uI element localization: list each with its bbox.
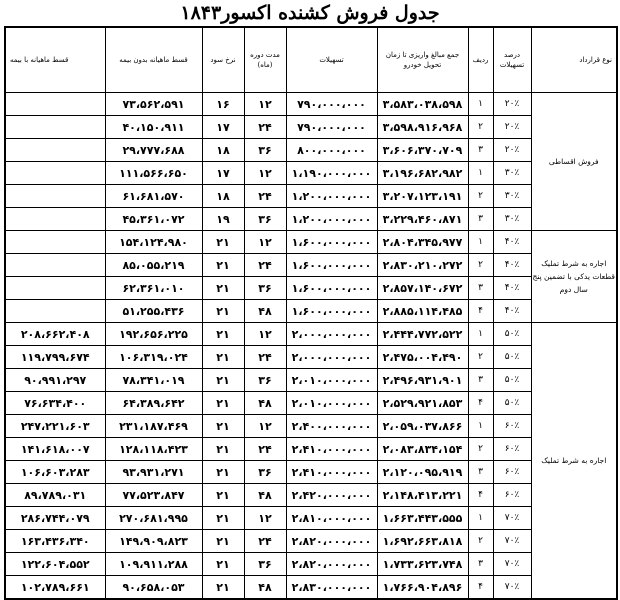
installment-with-insurance-cell: ۸۹،۷۸۹،۰۳۱ (5, 484, 105, 507)
percent-cell: ۶۰٪ (493, 438, 531, 461)
installment-with-insurance-cell: ۱۰۶،۶۰۳،۲۸۳ (5, 461, 105, 484)
table-row (5, 484, 617, 507)
percent-cell: ۷۰٪ (493, 553, 531, 576)
period-cell: ۱۲ (244, 231, 286, 254)
row-number-cell: ۲ (468, 346, 493, 369)
installment-no-insurance-cell: ۲۹،۷۷۷،۶۸۸ (105, 139, 202, 162)
installment-with-insurance-cell: ۹۰،۹۹۱،۲۹۷ (5, 369, 105, 392)
table-row (5, 185, 617, 208)
percent-cell: ۵۰٪ (493, 346, 531, 369)
rate-cell: ۲۱ (202, 530, 244, 553)
percent-cell: ۴۰٪ (493, 231, 531, 254)
percent-cell: ۴۰٪ (493, 254, 531, 277)
total-paid-cell: ۲،۸۵۷،۱۴۰،۶۷۲ (377, 277, 468, 300)
period-cell: ۱۲ (244, 93, 286, 116)
total-paid-cell: ۲،۱۲۰،۰۹۵،۹۱۹ (377, 461, 468, 484)
table-row (5, 369, 617, 392)
rate-cell: ۱۸ (202, 185, 244, 208)
percent-cell: ۳۰٪ (493, 162, 531, 185)
row-number-cell: ۲ (468, 116, 493, 139)
facility-cell: ۲،۰۰۰،۰۰۰،۰۰۰ (286, 323, 377, 346)
facility-cell: ۲،۸۲۰،۰۰۰،۰۰۰ (286, 530, 377, 553)
table-row (5, 139, 617, 162)
installment-with-insurance-cell: ۱۰۲،۷۸۹،۶۶۱ (5, 576, 105, 600)
installment-with-insurance-cell (5, 277, 105, 300)
rate-cell: ۲۱ (202, 369, 244, 392)
installment-with-insurance-cell (5, 93, 105, 116)
percent-cell: ۲۰٪ (493, 139, 531, 162)
installment-no-insurance-cell: ۱۴۹،۹۰۹،۸۲۳ (105, 530, 202, 553)
facility-cell: ۷۹۰،۰۰۰،۰۰۰ (286, 116, 377, 139)
facility-cell: ۱،۶۰۰،۰۰۰،۰۰۰ (286, 231, 377, 254)
total-paid-cell: ۳،۶۰۶،۳۷۰،۷۰۹ (377, 139, 468, 162)
installment-no-insurance-cell: ۹۳،۹۳۱،۲۷۱ (105, 461, 202, 484)
table-row (5, 300, 617, 323)
facility-cell: ۱،۲۰۰،۰۰۰،۰۰۰ (286, 185, 377, 208)
total-paid-cell: ۳،۱۹۶،۶۸۲،۹۸۲ (377, 162, 468, 185)
header-row-number: ردیف (468, 27, 493, 93)
table-row (5, 116, 617, 139)
facility-cell: ۲،۴۲۰،۰۰۰،۰۰۰ (286, 484, 377, 507)
installment-with-insurance-cell (5, 116, 105, 139)
header-row (5, 27, 617, 93)
installment-with-insurance-cell (5, 139, 105, 162)
table-row (5, 415, 617, 438)
period-cell: ۴۸ (244, 484, 286, 507)
facility-cell: ۲،۰۱۰،۰۰۰،۰۰۰ (286, 369, 377, 392)
facility-cell: ۲،۰۰۰،۰۰۰،۰۰۰ (286, 346, 377, 369)
total-paid-cell: ۳،۵۸۳،۰۳۸،۵۹۸ (377, 93, 468, 116)
facility-cell: ۲،۰۱۰،۰۰۰،۰۰۰ (286, 392, 377, 415)
period-cell: ۲۴ (244, 530, 286, 553)
percent-cell: ۳۰٪ (493, 185, 531, 208)
total-paid-cell: ۲،۰۸۳،۸۳۴،۱۵۴ (377, 438, 468, 461)
installment-with-insurance-cell (5, 254, 105, 277)
total-paid-cell: ۲،۰۵۹،۰۳۷،۸۶۶ (377, 415, 468, 438)
rate-cell: ۲۱ (202, 484, 244, 507)
row-number-cell: ۱ (468, 231, 493, 254)
row-number-cell: ۲ (468, 530, 493, 553)
row-number-cell: ۱ (468, 93, 493, 116)
installment-no-insurance-cell: ۸۵،۰۵۵،۲۱۹ (105, 254, 202, 277)
page-title: جدول فروش کشنده اکسور۱۸۴۳ (180, 2, 440, 24)
row-number-cell: ۴ (468, 392, 493, 415)
header-installment-with-insurance: قسط ماهیانه با بیمه (5, 27, 105, 93)
installment-with-insurance-cell: ۱۴۱،۶۱۸،۰۰۷ (5, 438, 105, 461)
table-row (5, 507, 617, 530)
header-rate: نرخ سود (202, 27, 244, 93)
table-body (5, 93, 617, 600)
percent-cell: ۵۰٪ (493, 369, 531, 392)
rate-cell: ۲۱ (202, 346, 244, 369)
installment-with-insurance-cell (5, 162, 105, 185)
installment-with-insurance-cell: ۲۰۸،۶۶۲،۴۰۸ (5, 323, 105, 346)
installment-no-insurance-cell: ۹۰،۶۵۸،۰۵۳ (105, 576, 202, 600)
table-row (5, 93, 617, 116)
table-row (5, 231, 617, 254)
table-row (5, 254, 617, 277)
rate-cell: ۲۱ (202, 300, 244, 323)
row-number-cell: ۳ (468, 461, 493, 484)
period-cell: ۴۸ (244, 576, 286, 600)
row-number-cell: ۳ (468, 208, 493, 231)
period-cell: ۱۲ (244, 507, 286, 530)
facility-cell: ۱،۲۰۰،۰۰۰،۰۰۰ (286, 208, 377, 231)
header-period: مدت دوره (ماه) (244, 27, 286, 93)
total-paid-cell: ۲،۴۴۴،۷۷۲،۵۲۲ (377, 323, 468, 346)
row-number-cell: ۳ (468, 369, 493, 392)
percent-cell: ۷۰٪ (493, 507, 531, 530)
period-cell: ۴۸ (244, 300, 286, 323)
rate-cell: ۲۱ (202, 507, 244, 530)
installment-no-insurance-cell: ۶۴،۳۸۹،۶۴۲ (105, 392, 202, 415)
percent-cell: ۶۰٪ (493, 484, 531, 507)
period-cell: ۱۲ (244, 162, 286, 185)
rate-cell: ۱۹ (202, 208, 244, 231)
installment-no-insurance-cell: ۱۵۴،۱۲۴،۹۸۰ (105, 231, 202, 254)
total-paid-cell: ۲،۸۰۴،۳۴۵،۹۷۷ (377, 231, 468, 254)
row-number-cell: ۱ (468, 507, 493, 530)
period-cell: ۳۶ (244, 461, 286, 484)
row-number-cell: ۱ (468, 323, 493, 346)
total-paid-cell: ۱،۷۳۳،۶۲۳،۷۴۸ (377, 553, 468, 576)
installment-with-insurance-cell: ۲۴۷،۲۲۱،۶۰۳ (5, 415, 105, 438)
period-cell: ۳۶ (244, 277, 286, 300)
installment-no-insurance-cell: ۷۸،۳۴۱،۰۱۹ (105, 369, 202, 392)
facility-cell: ۱،۶۰۰،۰۰۰،۰۰۰ (286, 277, 377, 300)
contract-type-cell: فروش اقساطی (531, 93, 617, 231)
installment-no-insurance-cell: ۵۱،۲۵۵،۴۳۶ (105, 300, 202, 323)
installment-no-insurance-cell: ۱۲۸،۱۱۸،۴۲۳ (105, 438, 202, 461)
facility-cell: ۲،۴۱۰،۰۰۰،۰۰۰ (286, 438, 377, 461)
header-facilities: تسهیلات (286, 27, 377, 93)
table-row (5, 553, 617, 576)
facility-cell: ۲،۴۱۰،۰۰۰،۰۰۰ (286, 461, 377, 484)
installment-no-insurance-cell: ۴۵،۳۶۱،۰۷۲ (105, 208, 202, 231)
percent-cell: ۳۰٪ (493, 208, 531, 231)
row-number-cell: ۲ (468, 438, 493, 461)
period-cell: ۳۶ (244, 369, 286, 392)
period-cell: ۳۶ (244, 553, 286, 576)
header-total-paid: جمع مبالغ واریزی تا زمان تحویل خودرو (377, 27, 468, 93)
total-paid-cell: ۲،۵۲۹،۹۲۱،۸۵۳ (377, 392, 468, 415)
table-row (5, 576, 617, 600)
period-cell: ۳۶ (244, 208, 286, 231)
rate-cell: ۲۱ (202, 415, 244, 438)
percent-cell: ۲۰٪ (493, 116, 531, 139)
table-row (5, 277, 617, 300)
facility-cell: ۱،۶۰۰،۰۰۰،۰۰۰ (286, 300, 377, 323)
installment-with-insurance-cell: ۱۱۹،۷۹۹،۶۷۴ (5, 346, 105, 369)
period-cell: ۳۶ (244, 139, 286, 162)
table-row (5, 323, 617, 346)
facility-cell: ۲،۸۳۰،۰۰۰،۰۰۰ (286, 576, 377, 600)
percent-cell: ۷۰٪ (493, 576, 531, 600)
period-cell: ۲۴ (244, 185, 286, 208)
facility-cell: ۸۰۰،۰۰۰،۰۰۰ (286, 139, 377, 162)
table-row (5, 530, 617, 553)
table-row (5, 208, 617, 231)
installment-no-insurance-cell: ۷۷،۵۲۳،۸۴۷ (105, 484, 202, 507)
table-row (5, 346, 617, 369)
period-cell: ۱۲ (244, 415, 286, 438)
table-row (5, 438, 617, 461)
row-number-cell: ۱ (468, 415, 493, 438)
contract-type-cell: اجاره به شرط تملیک قطعات یدکی با تضمین پنج سال دوم (531, 231, 617, 323)
total-paid-cell: ۱،۶۹۲،۶۶۳،۸۱۸ (377, 530, 468, 553)
facility-cell: ۲،۸۱۰،۰۰۰،۰۰۰ (286, 507, 377, 530)
installment-no-insurance-cell: ۱۰۶،۳۱۹،۰۲۴ (105, 346, 202, 369)
rate-cell: ۲۱ (202, 576, 244, 600)
table-row (5, 461, 617, 484)
installment-no-insurance-cell: ۲۷۰،۶۸۱،۹۹۵ (105, 507, 202, 530)
rate-cell: ۲۱ (202, 438, 244, 461)
rate-cell: ۱۸ (202, 139, 244, 162)
total-paid-cell: ۲،۸۸۵،۱۱۴،۴۸۵ (377, 300, 468, 323)
period-cell: ۲۴ (244, 116, 286, 139)
percent-cell: ۵۰٪ (493, 323, 531, 346)
percent-cell: ۶۰٪ (493, 415, 531, 438)
total-paid-cell: ۲،۱۴۸،۴۱۳،۲۲۱ (377, 484, 468, 507)
row-number-cell: ۴ (468, 576, 493, 600)
rate-cell: ۲۱ (202, 323, 244, 346)
header-installment-no-insurance: قسط ماهیانه بدون بیمه (105, 27, 202, 93)
facility-cell: ۲،۸۲۰،۰۰۰،۰۰۰ (286, 553, 377, 576)
rate-cell: ۱۷ (202, 116, 244, 139)
row-number-cell: ۴ (468, 300, 493, 323)
facility-cell: ۱،۶۰۰،۰۰۰،۰۰۰ (286, 254, 377, 277)
installment-no-insurance-cell: ۶۱،۶۸۱،۵۷۰ (105, 185, 202, 208)
installment-with-insurance-cell: ۱۶۳،۴۳۶،۳۴۰ (5, 530, 105, 553)
installment-with-insurance-cell (5, 208, 105, 231)
installment-with-insurance-cell: ۱۲۲،۶۰۴،۵۵۲ (5, 553, 105, 576)
table-row (5, 392, 617, 415)
installment-no-insurance-cell: ۱۹۲،۶۵۶،۲۲۵ (105, 323, 202, 346)
total-paid-cell: ۲،۸۳۰،۲۱۰،۲۷۲ (377, 254, 468, 277)
total-paid-cell: ۳،۵۹۸،۹۱۶،۹۶۸ (377, 116, 468, 139)
row-number-cell: ۲ (468, 254, 493, 277)
total-paid-cell: ۳،۲۲۹،۴۶۰،۸۷۱ (377, 208, 468, 231)
rate-cell: ۲۱ (202, 231, 244, 254)
total-paid-cell: ۱،۷۶۶،۹۰۴،۸۹۶ (377, 576, 468, 600)
contract-type-cell: اجاره به شرط تملیک (531, 323, 617, 600)
installment-no-insurance-cell: ۴۰،۱۵۰،۹۱۱ (105, 116, 202, 139)
rate-cell: ۱۷ (202, 162, 244, 185)
percent-cell: ۵۰٪ (493, 392, 531, 415)
installment-no-insurance-cell: ۶۲،۳۶۱،۰۱۰ (105, 277, 202, 300)
installment-with-insurance-cell (5, 300, 105, 323)
percent-cell: ۶۰٪ (493, 461, 531, 484)
period-cell: ۴۸ (244, 392, 286, 415)
facility-cell: ۱،۱۹۰،۰۰۰،۰۰۰ (286, 162, 377, 185)
period-cell: ۲۴ (244, 438, 286, 461)
period-cell: ۲۴ (244, 254, 286, 277)
total-paid-cell: ۲،۴۷۵،۰۰۴،۴۹۰ (377, 346, 468, 369)
installment-no-insurance-cell: ۷۳،۵۶۲،۵۹۱ (105, 93, 202, 116)
row-number-cell: ۳ (468, 277, 493, 300)
installment-no-insurance-cell: ۱۱۱،۵۶۶،۶۵۰ (105, 162, 202, 185)
rate-cell: ۲۱ (202, 277, 244, 300)
facility-cell: ۷۹۰،۰۰۰،۰۰۰ (286, 93, 377, 116)
header-percent: درصد تسهیلات (493, 27, 531, 93)
installment-with-insurance-cell (5, 185, 105, 208)
percent-cell: ۲۰٪ (493, 93, 531, 116)
header-contract-type: نوع قرارداد (531, 27, 617, 93)
rate-cell: ۲۱ (202, 254, 244, 277)
installment-with-insurance-cell: ۷۶،۶۳۴،۴۰۰ (5, 392, 105, 415)
sales-table (4, 26, 618, 600)
row-number-cell: ۲ (468, 185, 493, 208)
facility-cell: ۲،۴۰۰،۰۰۰،۰۰۰ (286, 415, 377, 438)
percent-cell: ۴۰٪ (493, 277, 531, 300)
rate-cell: ۲۱ (202, 461, 244, 484)
period-cell: ۱۲ (244, 323, 286, 346)
installment-with-insurance-cell: ۲۸۶،۷۴۴،۰۷۹ (5, 507, 105, 530)
row-number-cell: ۳ (468, 553, 493, 576)
row-number-cell: ۱ (468, 162, 493, 185)
installment-with-insurance-cell (5, 231, 105, 254)
rate-cell: ۲۱ (202, 553, 244, 576)
percent-cell: ۷۰٪ (493, 530, 531, 553)
percent-cell: ۴۰٪ (493, 300, 531, 323)
row-number-cell: ۴ (468, 484, 493, 507)
rate-cell: ۱۶ (202, 93, 244, 116)
total-paid-cell: ۳،۲۰۷،۱۲۳،۱۹۱ (377, 185, 468, 208)
row-number-cell: ۳ (468, 139, 493, 162)
period-cell: ۲۴ (244, 346, 286, 369)
table-row (5, 162, 617, 185)
total-paid-cell: ۱،۶۶۳،۴۴۳،۵۵۵ (377, 507, 468, 530)
total-paid-cell: ۲،۴۹۶،۹۳۱،۹۰۱ (377, 369, 468, 392)
installment-no-insurance-cell: ۲۳۱،۱۸۷،۴۶۹ (105, 415, 202, 438)
installment-no-insurance-cell: ۱۰۹،۹۱۱،۲۸۸ (105, 553, 202, 576)
rate-cell: ۲۱ (202, 392, 244, 415)
